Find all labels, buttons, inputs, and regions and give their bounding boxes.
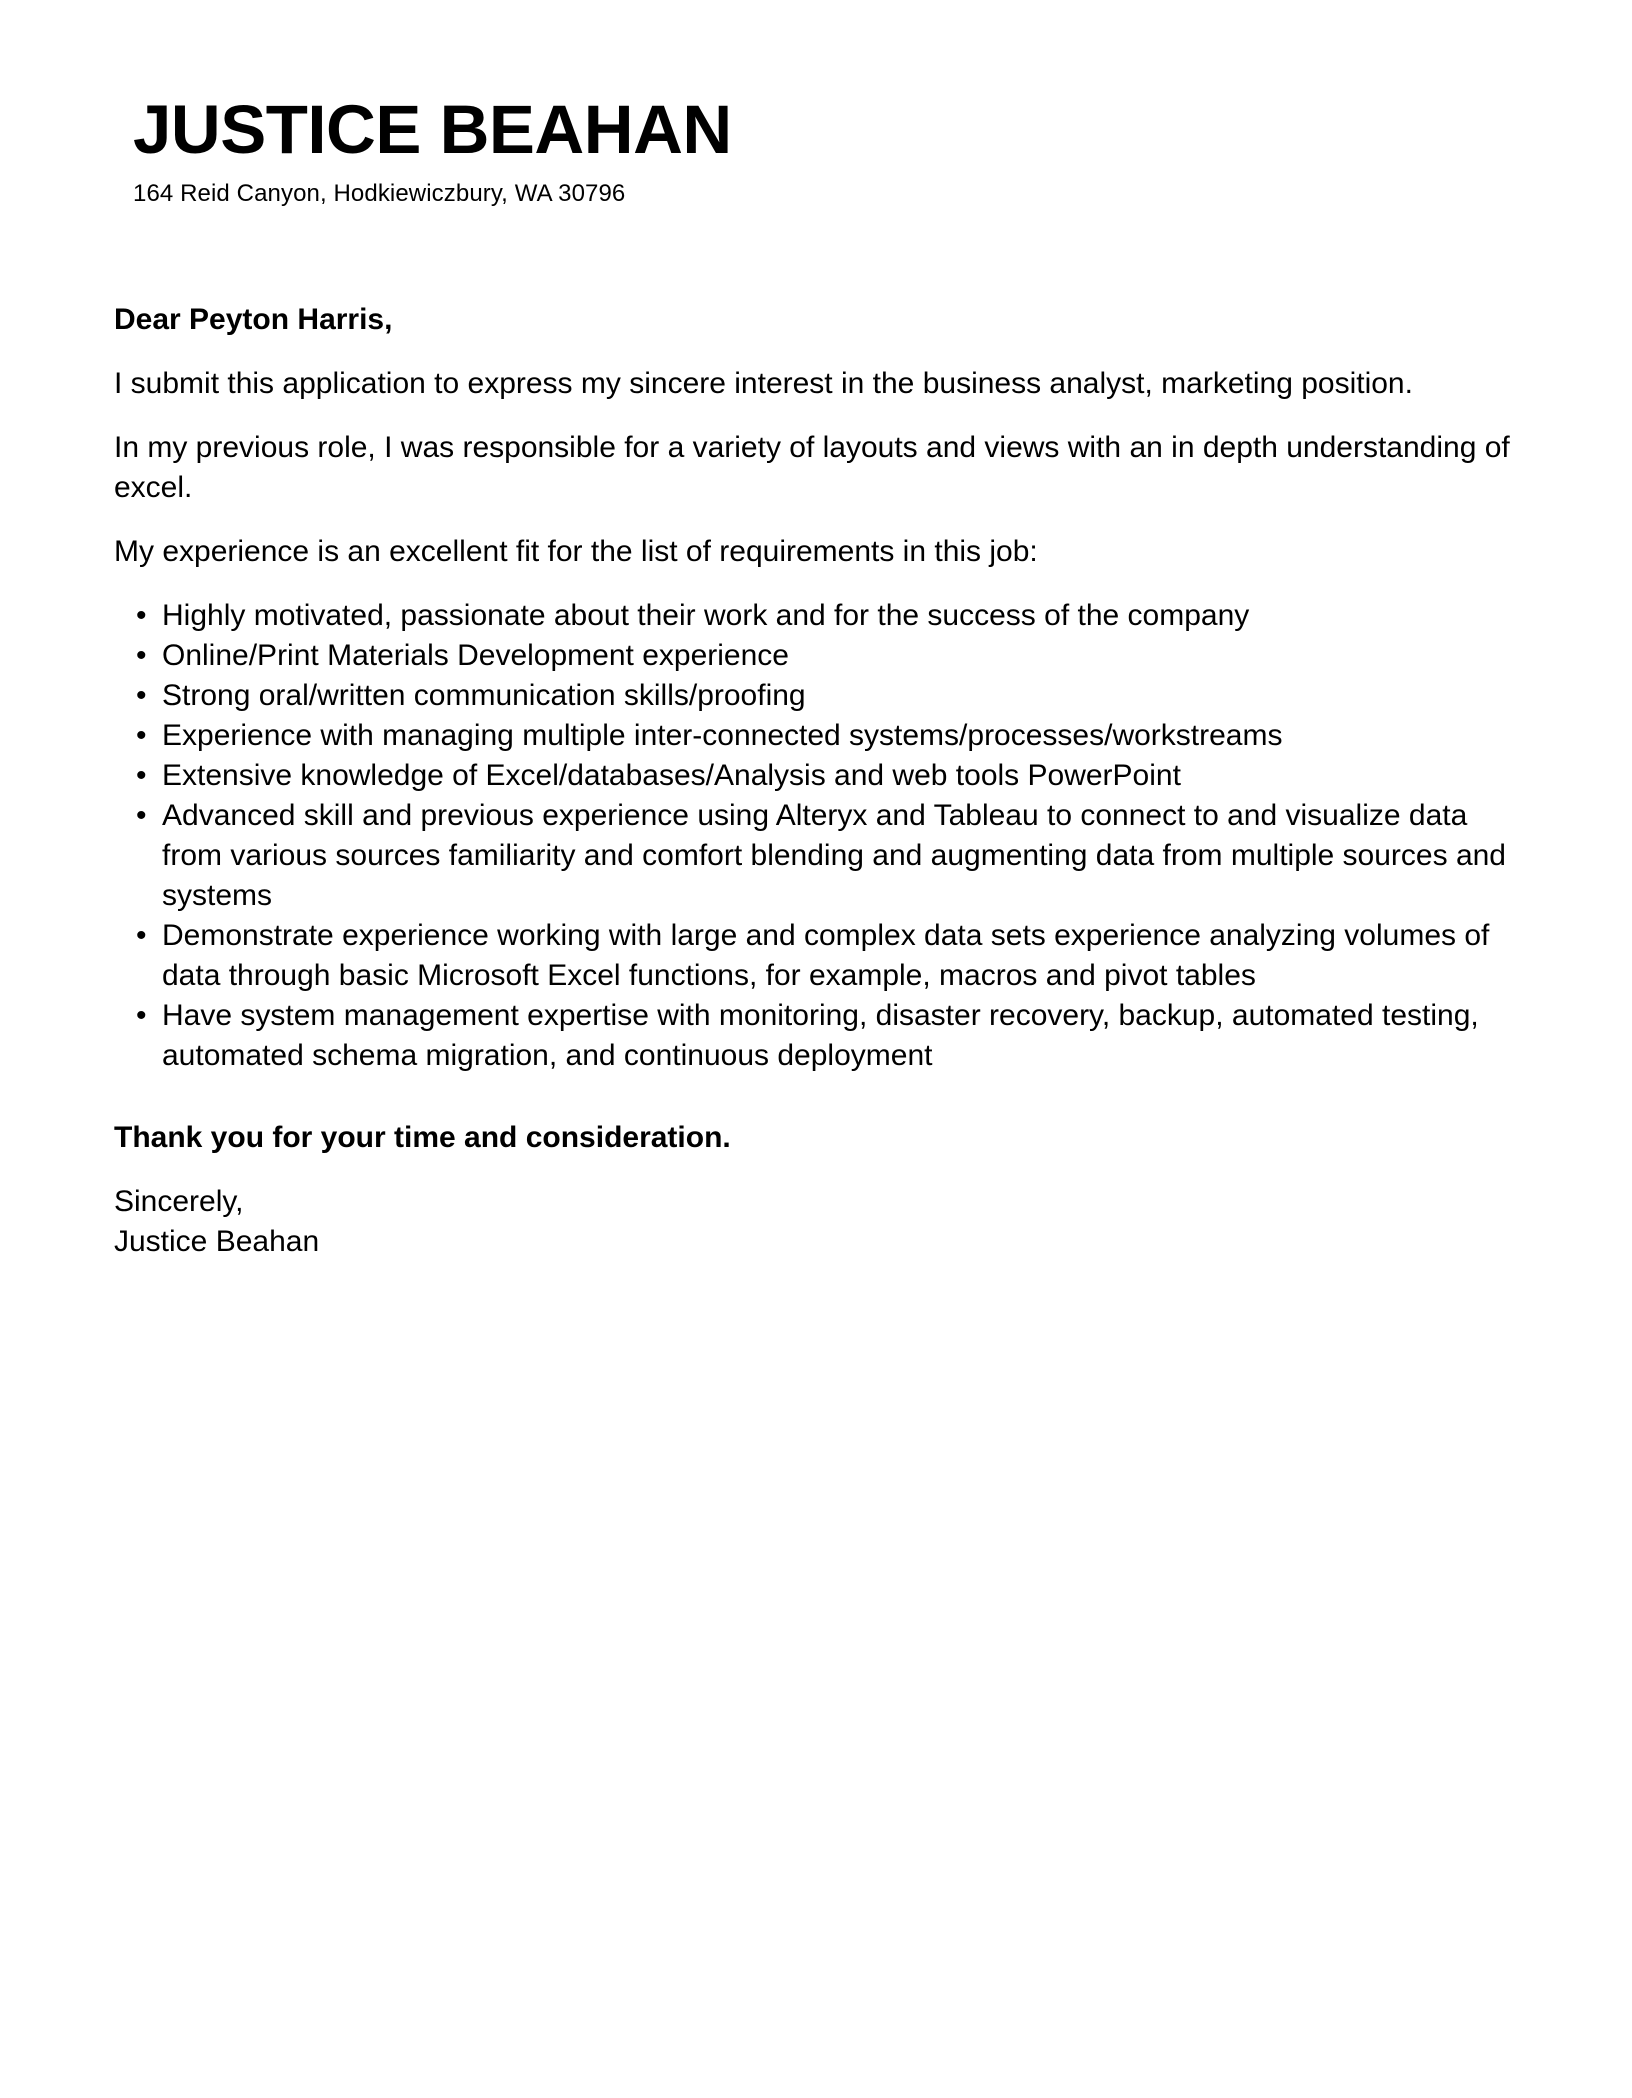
signoff: Sincerely, xyxy=(114,1185,244,1218)
bullet-icon: • xyxy=(136,919,147,952)
requirement-text: Have system management expertise with monitoring, disaster recovery, backup, automated testing, automated schema migration, and continuous deployment xyxy=(162,999,1479,1072)
requirement-text: Advanced skill and previous experience using Alteryx and Tableau to connect to and visualize data from various sources familiarity and comfort blending and augmenting data from multiple sources and systems xyxy=(162,799,1506,912)
requirement-text: Strong oral/written communication skills/proofing xyxy=(162,679,806,712)
bullet-icon: • xyxy=(136,999,147,1032)
bullet-icon: • xyxy=(136,759,147,792)
list-item xyxy=(136,716,1514,756)
requirements-list xyxy=(114,596,1514,1076)
list-item xyxy=(136,916,1514,996)
requirement-text: Highly motivated, passionate about their work and for the success of the company xyxy=(162,599,1250,632)
requirements-intro: My experience is an excellent fit for the list of requirements in this job: xyxy=(114,535,1038,568)
list-item xyxy=(136,756,1514,796)
salutation: Dear Peyton Harris, xyxy=(114,303,393,336)
bullet-icon: • xyxy=(136,599,147,632)
requirement-text: Experience with managing multiple inter-connected systems/processes/workstreams xyxy=(162,719,1283,752)
requirement-text: Online/Print Materials Development experience xyxy=(162,639,789,672)
letter-body xyxy=(114,300,1514,1262)
list-item xyxy=(136,996,1514,1076)
requirement-text: Extensive knowledge of Excel/databases/Analysis and web tools PowerPoint xyxy=(162,759,1181,792)
list-item xyxy=(136,796,1514,916)
list-item xyxy=(136,596,1514,636)
signature-name: Justice Beahan xyxy=(114,1225,320,1258)
list-item xyxy=(136,636,1514,676)
applicant-address: 164 Reid Canyon, Hodkiewiczbury, WA 30796 xyxy=(133,180,626,207)
intro-paragraph: I submit this application to express my sincere interest in the business analyst, marketing position. xyxy=(114,367,1413,400)
bullet-icon: • xyxy=(136,679,147,712)
bullet-icon: • xyxy=(136,719,147,752)
letter-header xyxy=(133,88,732,210)
previous-role-paragraph: In my previous role, I was responsible for a variety of layouts and views with an in depth understanding of excel. xyxy=(114,431,1510,504)
requirement-text: Demonstrate experience working with large and complex data sets experience analyzing volumes of data through basic Microsoft Excel functions, for example, macros and pivot tables xyxy=(162,919,1490,992)
closing-line: Thank you for your time and consideration. xyxy=(114,1121,731,1154)
applicant-name: JUSTICE BEAHAN xyxy=(133,91,732,168)
bullet-icon: • xyxy=(136,639,147,672)
list-item xyxy=(136,676,1514,716)
bullet-icon: • xyxy=(136,799,147,832)
